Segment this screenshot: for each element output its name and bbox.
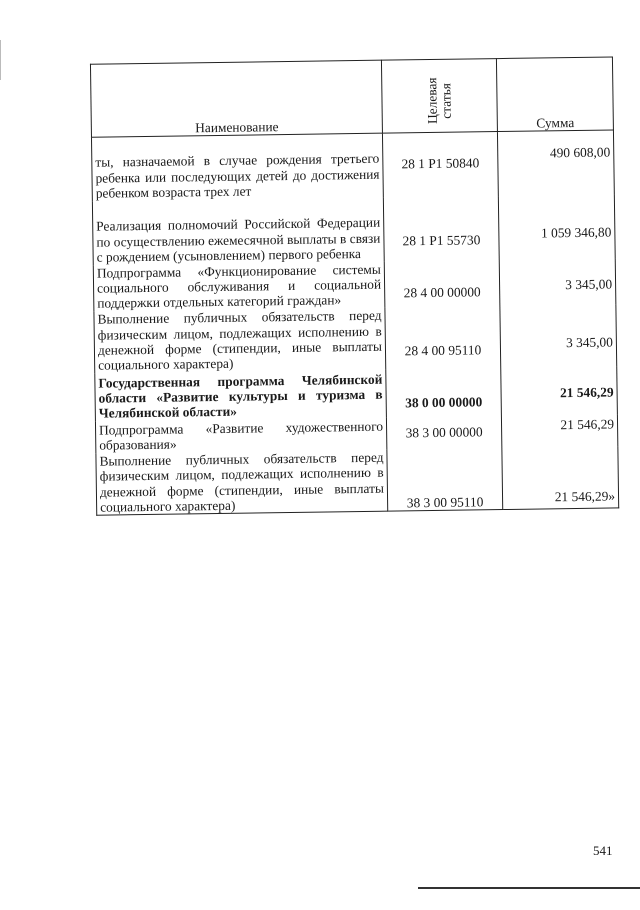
row-name: Выполнение публичных обязательств перед физическим лицом, подлежащих исполнению в денежной форме (стипендии, иные выплаты социального характера): [94, 307, 386, 373]
header-name: Наименование: [90, 60, 382, 137]
scan-edge-line: [418, 887, 640, 889]
scan-margin-mark: [0, 40, 1, 80]
row-sum: 21 546,29: [501, 366, 618, 416]
row-sum: 3 345,00: [499, 258, 616, 306]
row-sum: 1 059 346,80: [498, 194, 615, 260]
table-row: [96, 446, 619, 515]
row-code: 28 4 00 00000: [384, 260, 500, 308]
row-name: ты, назначаемой в случае рождения третьего ребенка или последующих детей до достижения ребенком возраста трех лет: [91, 133, 383, 201]
row-name: Реализация полномочий Российской Федерации по осуществлению ежемесячной выплаты в связи с рождением (усыновлением) первого ребенка: [92, 197, 384, 265]
row-sum: 3 345,00: [500, 304, 617, 368]
table-row: [93, 258, 616, 312]
table-row: [92, 194, 615, 265]
row-sum: 490 608,00: [497, 130, 614, 196]
row-name: Подпрограмма «Развитие художественного образования»: [95, 417, 386, 453]
row-code: 28 1 P1 55730: [383, 196, 499, 262]
table-row: [95, 366, 618, 421]
row-sum: 21 546,29»: [502, 446, 619, 510]
row-sum: 21 546,29: [501, 414, 617, 448]
row-code: 38 3 00 95110: [387, 448, 503, 512]
row-code: 38 3 00 00000: [386, 416, 501, 450]
row-code: 28 4 00 95110: [385, 306, 501, 370]
header-code: Целевая статья: [424, 77, 454, 125]
page-number: 541: [593, 843, 613, 858]
row-code: 38 0 00 00000: [386, 368, 502, 418]
budget-table: [90, 56, 619, 516]
row-name: Государственная программа Челябинской области «Развитие культуры и туризма в Челябинской области»: [95, 369, 387, 421]
table-row: [91, 130, 614, 201]
table-row: [94, 304, 617, 373]
header-code-cell: [381, 59, 497, 134]
row-name: Подпрограмма «Функционирование системы социального обслуживания и социальной поддержки отдельных категорий граждан»: [93, 261, 385, 311]
header-sum: Сумма: [496, 57, 613, 132]
header-row: [90, 57, 613, 137]
row-name: Выполнение публичных обязательств перед физическим лицом, подлежащих исполнению в денежной форме (стипендии, иные выплаты социального характера): [96, 449, 388, 515]
row-code: 28 1 P1 50840: [382, 132, 498, 198]
